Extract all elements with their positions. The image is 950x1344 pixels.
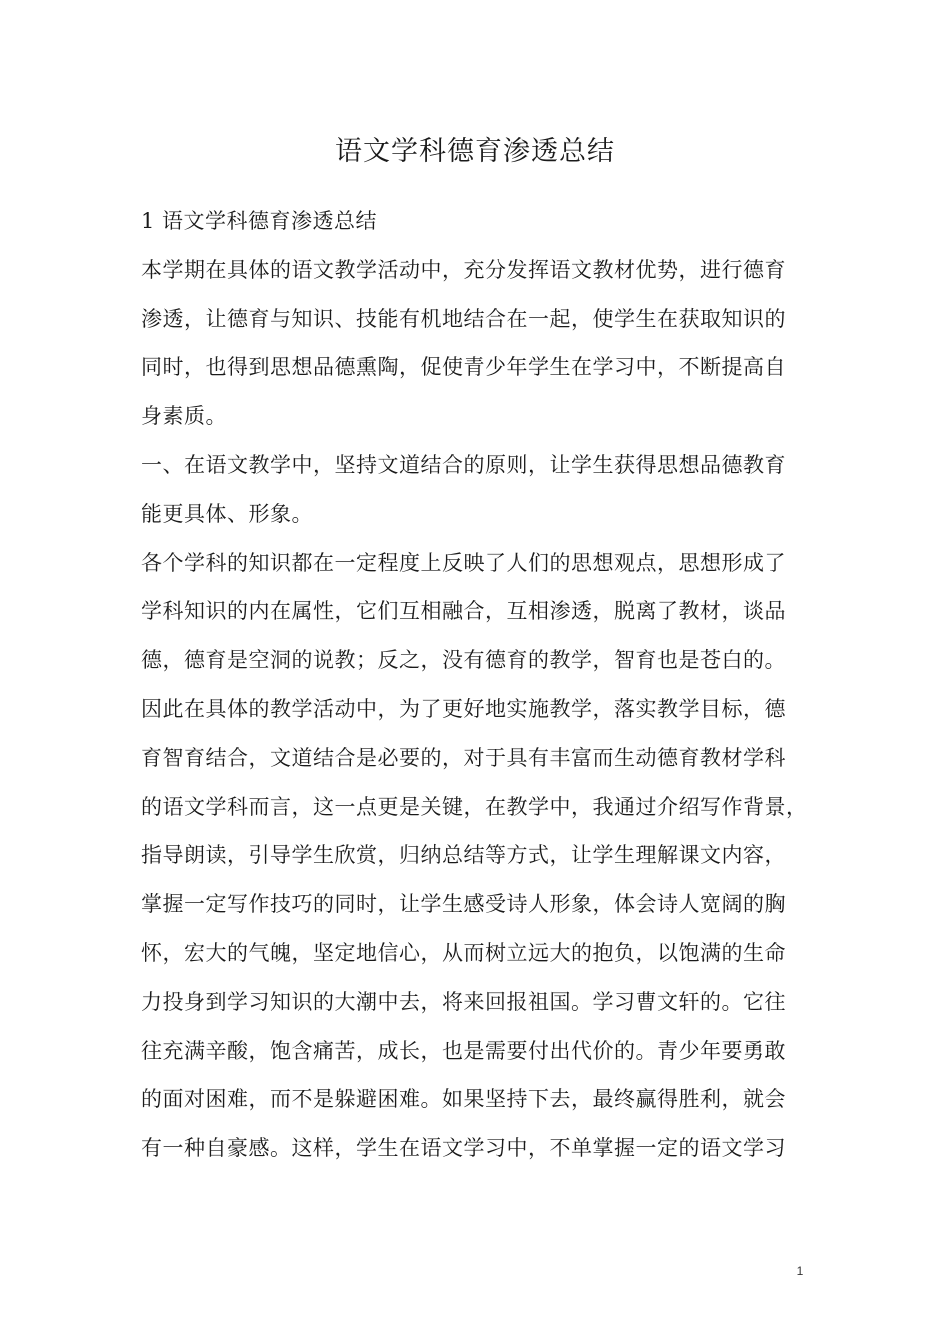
text-line: 指导朗读，引导学生欣赏，归纳总结等方式，让学生理解课文内容， bbox=[141, 843, 786, 868]
text-line: 一、在语文教学中，坚持文道结合的原则，让学生获得思想品德教育 bbox=[141, 452, 786, 477]
text-line: 各个学科的知识都在一定程度上反映了人们的思想观点，思想形成了 bbox=[141, 550, 786, 575]
text-line: 因此在具体的教学活动中，为了更好地实施教学，落实教学目标，德 bbox=[141, 696, 786, 721]
text-line: 力投身到学习知识的大潮中去，将来回报祖国。学习曹文轩的。它往 bbox=[141, 989, 786, 1014]
text-line: 同时，也得到思想品德熏陶，促使青少年学生在学习中，不断提高自 bbox=[141, 355, 786, 380]
text-line: 德，德育是空洞的说教；反之，没有德育的教学，智育也是苍白的。 bbox=[141, 648, 786, 673]
text-line: 往充满辛酸，饱含痛苦，成长，也是需要付出代价的。青少年要勇敢 bbox=[141, 1038, 786, 1063]
text-line: 1 语文学科德育渗透总结 bbox=[141, 209, 378, 233]
document-title: 语文学科德育渗透总结 bbox=[335, 136, 615, 167]
text-line: 的面对困难，而不是躲避困难。如果坚持下去，最终赢得胜利，就会 bbox=[141, 1087, 786, 1112]
text-line: 育智育结合，文道结合是必要的，对于具有丰富而生动德育教材学科 bbox=[141, 745, 786, 770]
text-line: 渗透，让德育与知识、技能有机地结合在一起，使学生在获取知识的 bbox=[141, 306, 786, 331]
text-line: 有一种自豪感。这样，学生在语文学习中，不单掌握一定的语文学习 bbox=[141, 1136, 786, 1161]
text-line: 的语文学科而言，这一点更是关键，在教学中，我通过介绍写作背景， bbox=[141, 794, 808, 819]
text-line: 学科知识的内在属性，它们互相融合，互相渗透，脱离了教材，谈品 bbox=[141, 599, 786, 624]
text-line: 掌握一定写作技巧的同时，让学生感受诗人形象，体会诗人宽阔的胸 bbox=[141, 892, 786, 917]
text-line: 能更具体、形象。 bbox=[141, 501, 313, 526]
page-number: 1 bbox=[796, 1264, 804, 1278]
document-body bbox=[141, 197, 831, 1173]
text-line: 本学期在具体的语文教学活动中，充分发挥语文教材优势，进行德育 bbox=[141, 257, 786, 282]
text-line: 身素质。 bbox=[141, 404, 227, 429]
text-line: 怀，宏大的气魄，坚定地信心，从而树立远大的抱负，以饱满的生命 bbox=[141, 940, 786, 965]
